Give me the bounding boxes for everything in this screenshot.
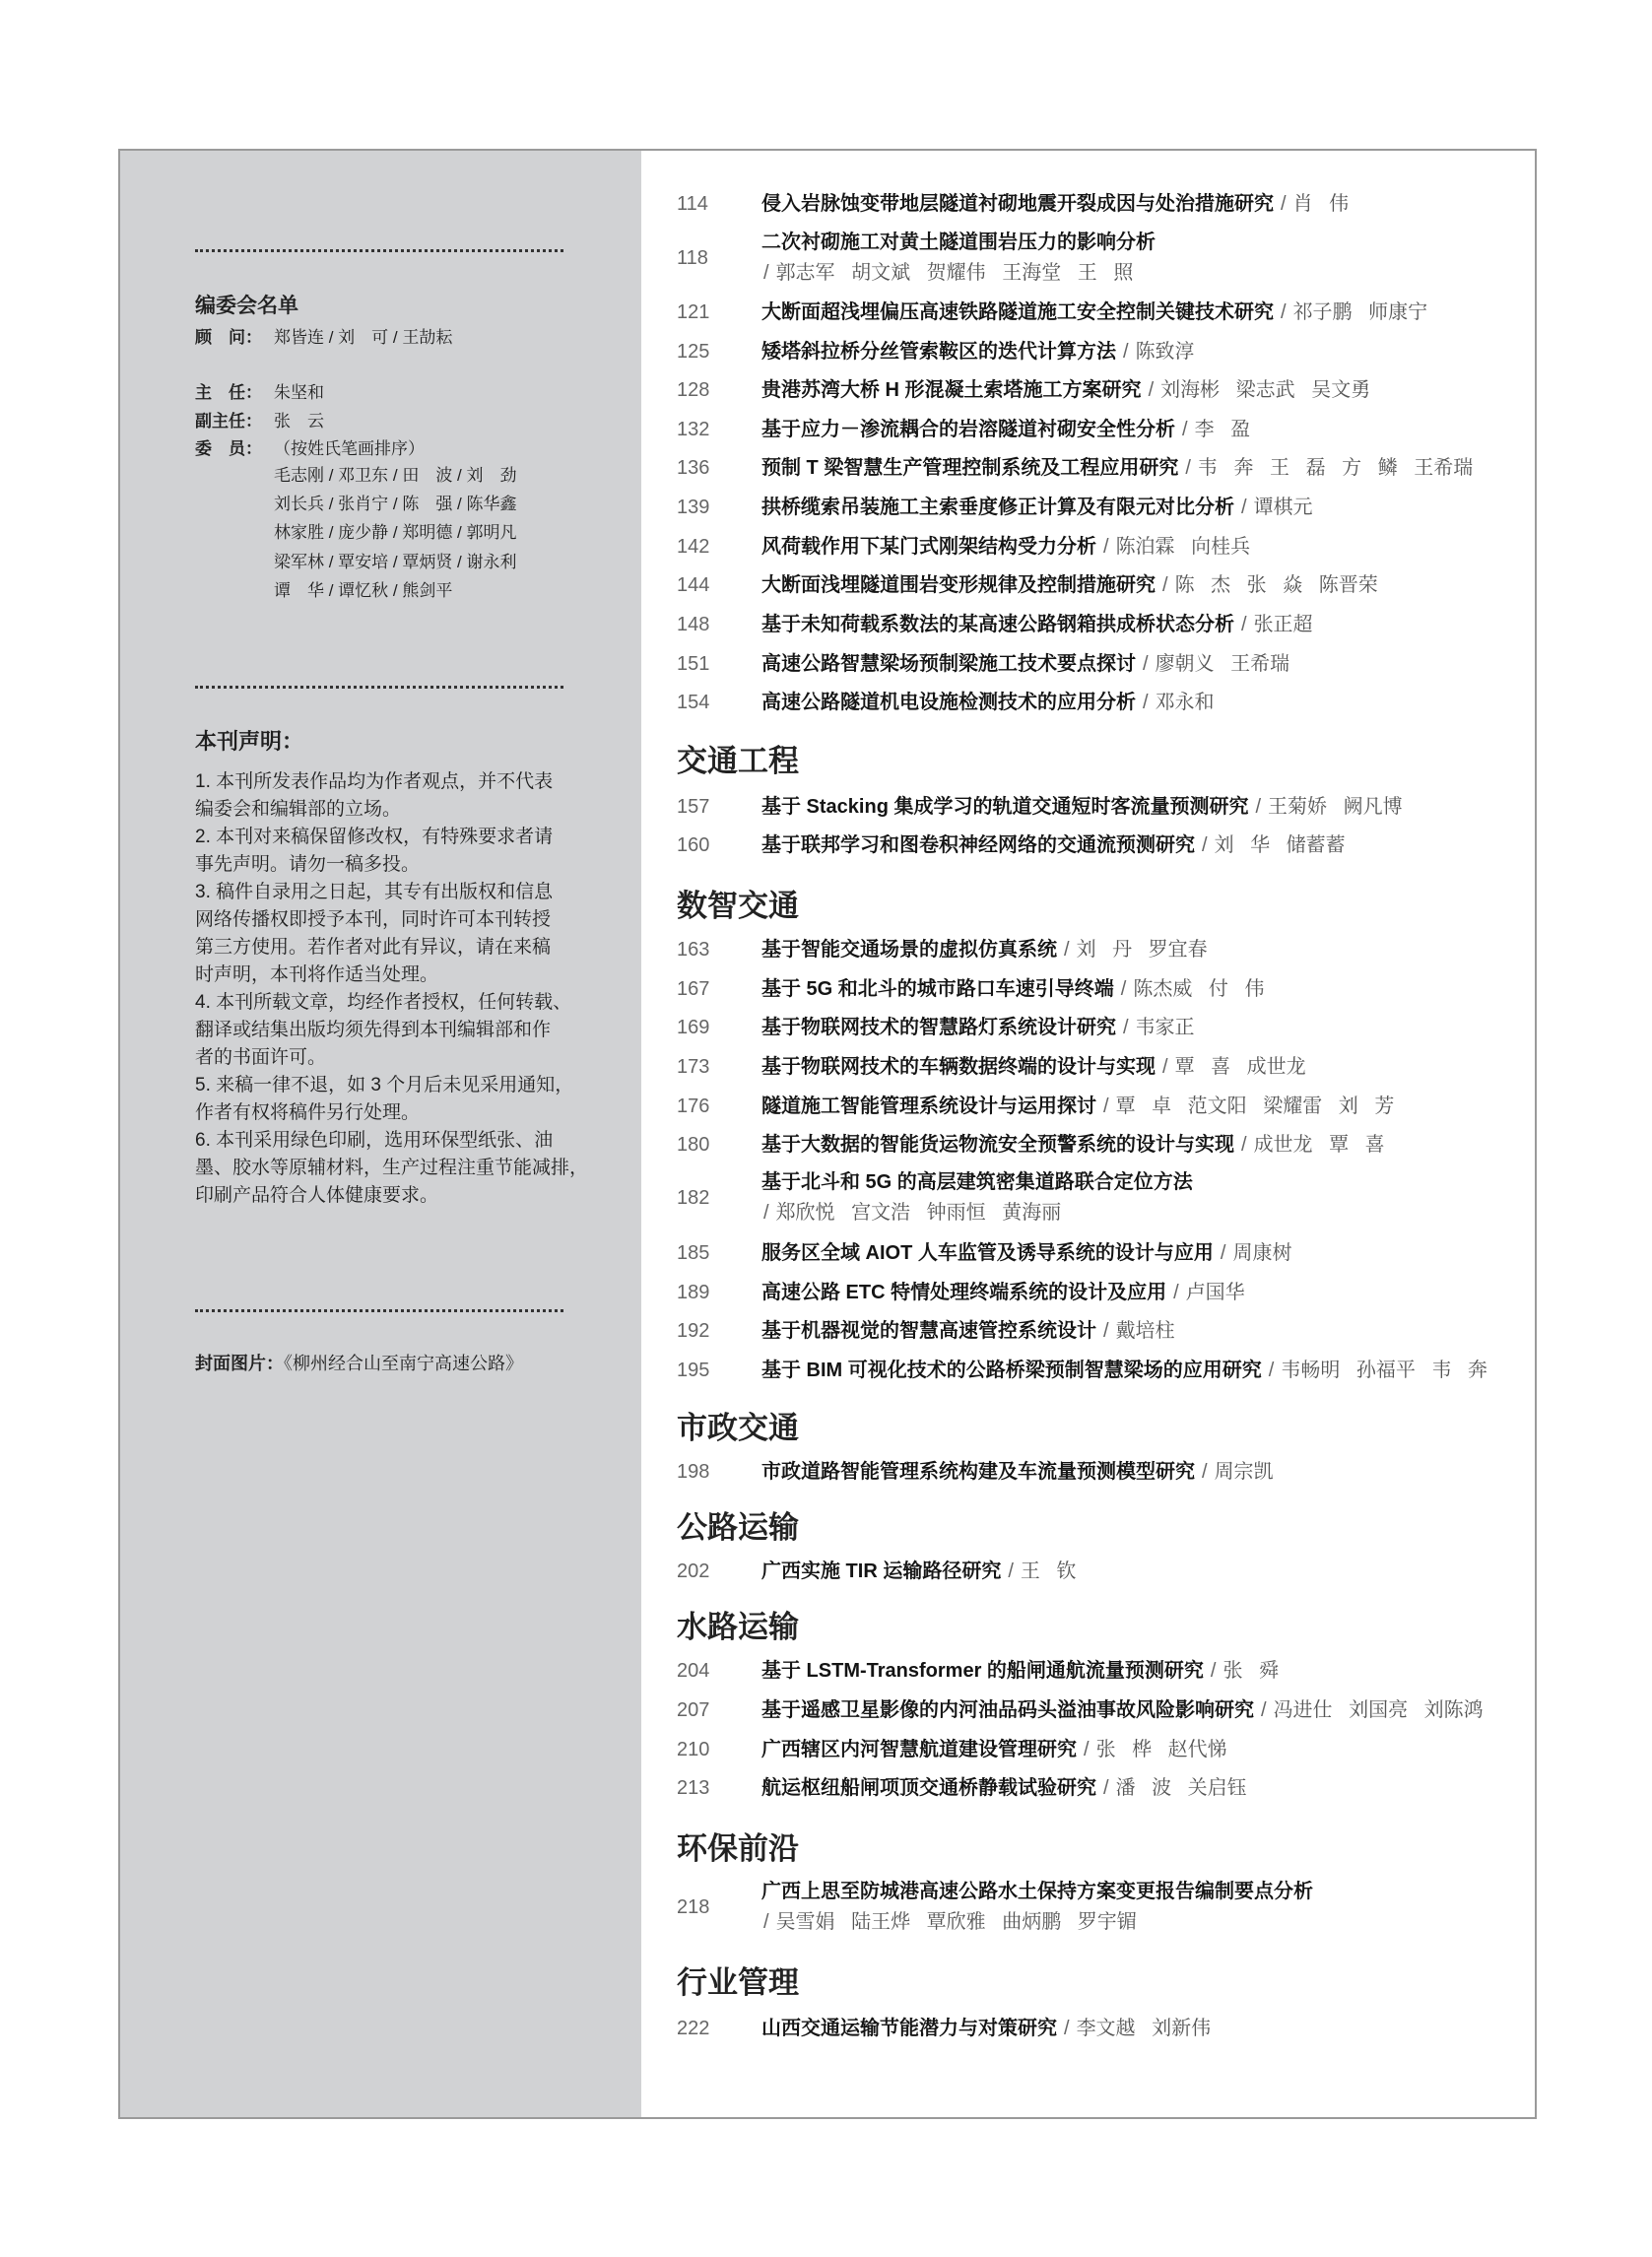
- separator: /: [1143, 692, 1149, 713]
- article-authors: 韦家正: [1135, 1017, 1195, 1038]
- statement-line: 编委会和编辑部的立场。: [195, 799, 402, 820]
- article-authors: 卢国华: [1185, 1282, 1245, 1303]
- members-line: [195, 436, 425, 462]
- article-authors: 成世龙 覃 喜: [1253, 1134, 1385, 1156]
- toc-entry: [677, 299, 1427, 326]
- statement-line: 作者有权将稿件另行处理。: [195, 1102, 421, 1123]
- toc-entry: [677, 1279, 1245, 1306]
- article-title: 风荷载作用下某门式刚架结构受力分析: [761, 536, 1096, 558]
- separator: /: [1103, 1777, 1109, 1799]
- statement-line: 6. 本刊采用绿色印刷，选用环保型纸张、油: [195, 1130, 554, 1151]
- deputy-value: 张 云: [274, 412, 324, 431]
- article-authors: 廖朝义 王希瑞: [1155, 653, 1290, 675]
- toc-entry: [677, 1558, 1076, 1585]
- title-line: [761, 228, 1156, 258]
- page-number: 222: [677, 2018, 710, 2039]
- separator: /: [1084, 1739, 1090, 1760]
- section-heading: 交通工程: [677, 744, 799, 778]
- separator: /: [1268, 1360, 1275, 1381]
- statement-body: [195, 768, 588, 1210]
- toc-entry: [677, 376, 1370, 404]
- section-heading: 行业管理: [677, 1965, 799, 2000]
- page-number: 213: [677, 1777, 710, 1799]
- separator: /: [1008, 1560, 1014, 1582]
- article-title: 基于 LSTM-Transformer 的船闸通航流量预测研究: [761, 1660, 1204, 1682]
- page-number: 210: [677, 1739, 710, 1760]
- statement-line: 者的书面许可。: [195, 1047, 327, 1068]
- article-title: 基于联邦学习和图卷积神经网络的交通流预测研究: [761, 834, 1195, 856]
- article-title: 基于智能交通场景的虚拟仿真系统: [761, 939, 1057, 961]
- page-number: 157: [677, 796, 710, 818]
- statement-line: 网络传播权即授予本刊，同时许可本刊转授: [195, 909, 552, 930]
- page-number: 198: [677, 1461, 710, 1483]
- article-authors: 刘海彬 梁志武 吴文勇: [1160, 379, 1371, 401]
- separator: /: [1261, 1699, 1267, 1721]
- toc-entry: [677, 1014, 1195, 1041]
- deputy-label: 副主任：: [195, 412, 262, 431]
- article-title: 服务区全域 AIOT 人车监管及诱导系统的设计与应用: [761, 1242, 1214, 1264]
- page-number: 125: [677, 341, 710, 363]
- authors-line: [761, 258, 1133, 289]
- toc-entry: [677, 1093, 1394, 1120]
- page-number: 160: [677, 834, 710, 856]
- page-number: 118: [677, 247, 708, 269]
- article-title: 基于未知荷载系数法的某高速公路钢箱拱成桥状态分析: [761, 614, 1234, 635]
- statement-heading: 本刊声明：: [195, 729, 304, 754]
- toc-entry: [677, 190, 1349, 218]
- article-title: 基于机器视觉的智慧高速管控系统设计: [761, 1320, 1096, 1342]
- separator: /: [1241, 614, 1247, 635]
- article-authors: 韦 奔 王 磊 方 鳞 王希瑞: [1197, 457, 1474, 479]
- article-title: 广西辖区内河智慧航道建设管理研究: [761, 1739, 1077, 1760]
- separator: /: [763, 1911, 769, 1933]
- dotted-divider: [195, 686, 563, 689]
- separator: /: [1103, 1095, 1109, 1117]
- article-authors: 张 舜: [1222, 1660, 1280, 1682]
- article-authors: 戴培柱: [1115, 1320, 1175, 1342]
- article-title: 大断面浅埋隧道围岩变形规律及控制措施研究: [761, 574, 1156, 596]
- separator: /: [1148, 379, 1155, 401]
- section-heading: 环保前沿: [677, 1831, 799, 1866]
- page-number: 180: [677, 1134, 710, 1156]
- page-number: 167: [677, 978, 710, 1000]
- page-number: 142: [677, 536, 710, 558]
- article-title: 大断面超浅埋偏压高速铁路隧道施工安全控制关键技术研究: [761, 301, 1274, 323]
- article-title: 基于 5G 和北斗的城市路口车速引导终端: [761, 978, 1114, 1000]
- article-authors: 覃 卓 范文阳 梁耀雷 刘 芳: [1115, 1095, 1395, 1117]
- toc-entry: [677, 1736, 1227, 1763]
- article-title: 基于 Stacking 集成学习的轨道交通短时客流量预测研究: [761, 796, 1249, 818]
- toc-entry: [677, 611, 1313, 638]
- page-number: 189: [677, 1282, 710, 1303]
- page-number: 207: [677, 1699, 710, 1721]
- statement-line: 时声明，本刊将作适当处理。: [195, 964, 439, 985]
- separator: /: [1103, 1320, 1109, 1342]
- article-authors: 郑欣悦 宫文浩 钟雨恒 黄海丽: [775, 1202, 1062, 1224]
- statement-line: 3. 稿件自录用之日起，其专有出版权和信息: [195, 882, 554, 902]
- separator: /: [1173, 1282, 1179, 1303]
- toc-entry: [677, 1458, 1274, 1486]
- article-authors: 潘 波 关启钰: [1115, 1777, 1247, 1799]
- toc-entry: [677, 831, 1346, 859]
- statement-line: 5. 来稿一律不退，如 3 个月后未见采用通知，: [195, 1075, 574, 1095]
- statement-line: 墨、胶水等原辅材料，生产过程注重节能减排，: [195, 1158, 589, 1178]
- article-authors: 冯进仕 刘国亮 刘陈鸿: [1273, 1699, 1484, 1721]
- statement-line: 1. 本刊所发表作品均为作者观点，并不代表: [195, 771, 554, 792]
- title-line: [761, 1167, 1193, 1198]
- toc-entry: [677, 1239, 1291, 1267]
- article-title: 拱桥缆索吊装施工主索垂度修正计算及有限元对比分析: [761, 497, 1234, 518]
- article-title: 广西上思至防城港高速公路水土保持方案变更报告编制要点分析: [761, 1881, 1313, 1902]
- article-authors: 陈杰威 付 伟: [1133, 978, 1265, 1000]
- article-title: 预制 T 梁智慧生产管理控制系统及工程应用研究: [761, 457, 1179, 479]
- separator: /: [1120, 978, 1127, 1000]
- director-line: [195, 380, 324, 406]
- article-authors: 韦畅明 孙福平 韦 奔: [1281, 1360, 1488, 1381]
- page-number: 132: [677, 419, 710, 440]
- article-title: 高速公路智慧梁场预制梁施工技术要点探讨: [761, 653, 1136, 675]
- article-authors: 李文越 刘新伟: [1076, 2018, 1212, 2039]
- page-number: 144: [677, 574, 710, 596]
- article-authors: 周康树: [1232, 1242, 1292, 1264]
- cover-caption: [195, 1351, 523, 1376]
- toc-entry: [677, 338, 1195, 365]
- statement-line: 印刷产品符合人体健康要求。: [195, 1185, 439, 1206]
- separator: /: [763, 262, 769, 284]
- article-authors: 刘 华 储蓄蓄: [1214, 834, 1346, 856]
- advisors-label: 顾 问：: [195, 328, 262, 347]
- page-number: 182: [677, 1187, 710, 1209]
- article-title: 高速公路隧道机电设施检测技术的应用分析: [761, 692, 1136, 713]
- statement-line: 事先声明。请勿一稿多投。: [195, 854, 421, 875]
- article-title: 基于物联网技术的智慧路灯系统设计研究: [761, 1017, 1116, 1038]
- section-heading: 水路运输: [677, 1610, 799, 1644]
- separator: /: [1255, 796, 1262, 818]
- page-number: 192: [677, 1320, 710, 1342]
- page-number: 176: [677, 1095, 710, 1117]
- toc-entry: [677, 1877, 1524, 1938]
- separator: /: [1162, 574, 1168, 596]
- page-number: 151: [677, 653, 710, 675]
- article-authors: 周宗凯: [1214, 1461, 1274, 1483]
- separator: /: [1162, 1056, 1168, 1078]
- toc-entry: [677, 1657, 1279, 1685]
- section-heading: 市政交通: [677, 1411, 799, 1445]
- page-number: 121: [677, 301, 710, 323]
- page-number: 128: [677, 379, 710, 401]
- advisors-line: [195, 325, 452, 351]
- board-heading: 编委会名单: [195, 295, 298, 317]
- separator: /: [1241, 497, 1247, 518]
- page-number: 163: [677, 939, 710, 961]
- page-number: 154: [677, 692, 710, 713]
- article-authors: 刘 丹 罗宜春: [1076, 939, 1208, 961]
- separator: /: [1185, 457, 1191, 479]
- members-row: 刘长兵 / 张肖宁 / 陈 强 / 陈华鑫: [274, 495, 517, 513]
- article-title: 基于北斗和 5G 的高层建筑密集道路联合定位方法: [761, 1171, 1193, 1193]
- members-row: 毛志刚 / 邓卫东 / 田 波 / 刘 劲: [274, 466, 517, 485]
- separator: /: [1281, 193, 1287, 215]
- page-number: 195: [677, 1360, 710, 1381]
- article-title: 高速公路 ETC 特情处理终端系统的设计及应用: [761, 1282, 1167, 1303]
- section-heading: 公路运输: [677, 1510, 799, 1545]
- separator: /: [1182, 419, 1188, 440]
- article-authors: 李 盈: [1194, 419, 1251, 440]
- page-number: 185: [677, 1242, 710, 1264]
- toc-entry: [677, 228, 1524, 289]
- dotted-divider: [195, 249, 563, 252]
- article-title: 基于物联网技术的车辆数据终端的设计与实现: [761, 1056, 1156, 1078]
- section-heading: 数智交通: [677, 889, 799, 923]
- page-number: 218: [677, 1896, 710, 1918]
- members-row: 谭 华 / 谭忆秋 / 熊剑平: [274, 581, 453, 600]
- separator: /: [1241, 1134, 1247, 1156]
- page-number: 148: [677, 614, 710, 635]
- director-value: 朱坚和: [274, 383, 324, 402]
- toc-entry: [677, 494, 1313, 521]
- article-title: 贵港苏湾大桥 H 形混凝土索塔施工方案研究: [761, 379, 1142, 401]
- article-authors: 吴雪娟 陆王烨 覃欣雅 曲炳鹏 罗宇镅: [775, 1911, 1137, 1933]
- article-authors: 祁子鹏 师康宁: [1292, 301, 1428, 323]
- article-title: 基于大数据的智能货运物流安全预警系统的设计与实现: [761, 1134, 1234, 1156]
- separator: /: [1210, 1660, 1217, 1682]
- article-title: 基于应力－渗流耦合的岩溶隧道衬砌安全性分析: [761, 419, 1175, 440]
- toc-entry: [677, 454, 1473, 482]
- page-number: 136: [677, 457, 710, 479]
- members-note: （按姓氏笔画排序）: [274, 439, 425, 458]
- toc-entry: [677, 571, 1378, 599]
- article-title: 矮塔斜拉桥分丝管索鞍区的迭代计算方法: [761, 341, 1116, 363]
- article-authors: 张 桦 赵代悌: [1095, 1739, 1227, 1760]
- article-title: 侵入岩脉蚀变带地层隧道衬砌地震开裂成因与处治措施研究: [761, 193, 1274, 215]
- article-title: 基于 BIM 可视化技术的公路桥梁预制智慧梁场的应用研究: [761, 1360, 1262, 1381]
- toc-entry: [677, 1131, 1385, 1159]
- cover-value: 《柳州经合山至南宁高速公路》: [284, 1354, 523, 1373]
- page-number: 204: [677, 1660, 710, 1682]
- toc-entry: [677, 1696, 1484, 1724]
- director-label: 主 任：: [195, 383, 262, 402]
- page-number: 169: [677, 1017, 710, 1038]
- separator: /: [1123, 1017, 1129, 1038]
- statement-line: 2. 本刊对来稿保留修改权，有特殊要求者请: [195, 827, 554, 847]
- article-authors: 郭志军 胡文斌 贺耀伟 王海堂 王 照: [775, 262, 1134, 284]
- authors-line: [761, 1907, 1137, 1938]
- page-number: 173: [677, 1056, 710, 1078]
- separator: /: [763, 1202, 769, 1224]
- members-row: 梁军林 / 覃安培 / 覃炳贤 / 谢永利: [274, 553, 517, 571]
- authors-line: [761, 1198, 1061, 1228]
- article-title: 航运枢纽船闸项顶交通桥静载试验研究: [761, 1777, 1096, 1799]
- separator: /: [1143, 653, 1149, 675]
- article-authors: 陈泊霖 向桂兵: [1115, 536, 1251, 558]
- advisors-value: 郑皆连 / 刘 可 / 王劼耘: [274, 328, 453, 347]
- members-label: 委 员：: [195, 439, 262, 458]
- toc-entry: [677, 1167, 1524, 1228]
- cover-label: 封面图片：: [195, 1354, 284, 1373]
- toc-entry: [677, 936, 1208, 963]
- toc-entry: [677, 650, 1289, 678]
- separator: /: [1123, 341, 1129, 363]
- toc-entry: [677, 975, 1264, 1003]
- article-title: 基于遥感卫星影像的内河油品码头溢油事故风险影响研究: [761, 1699, 1254, 1721]
- article-authors: 陈 杰 张 焱 陈晋荣: [1174, 574, 1378, 596]
- toc-entry: [677, 1053, 1306, 1081]
- article-authors: 王 钦: [1020, 1560, 1077, 1582]
- page-number: 139: [677, 497, 710, 518]
- statement-line: 翻译或结集出版均须先得到本刊编辑部和作: [195, 1020, 552, 1040]
- separator: /: [1220, 1242, 1226, 1264]
- page-number: 202: [677, 1560, 710, 1582]
- article-authors: 张正超: [1253, 614, 1313, 635]
- article-authors: 陈致淳: [1135, 341, 1195, 363]
- article-title: 隧道施工智能管理系统设计与运用探讨: [761, 1095, 1096, 1117]
- separator: /: [1103, 536, 1109, 558]
- separator: /: [1064, 939, 1070, 961]
- article-authors: 肖 伟: [1292, 193, 1350, 215]
- toc-entry: [677, 793, 1403, 821]
- toc-entry: [677, 1357, 1487, 1384]
- toc-entry: [677, 1317, 1175, 1345]
- article-authors: 邓永和: [1155, 692, 1215, 713]
- article-authors: 王菊娇 阙凡博: [1268, 796, 1403, 818]
- dotted-divider: [195, 1309, 563, 1312]
- separator: /: [1281, 301, 1287, 323]
- separator: /: [1202, 834, 1208, 856]
- toc-entry: [677, 2015, 1211, 2042]
- article-title: 二次衬砌施工对黄土隧道围岩压力的影响分析: [761, 232, 1156, 253]
- article-authors: 覃 喜 成世龙: [1174, 1056, 1306, 1078]
- members-row: 林家胜 / 庞少静 / 郑明德 / 郭明凡: [274, 523, 517, 542]
- toc-entry: [677, 689, 1215, 716]
- article-authors: 谭棋元: [1253, 497, 1313, 518]
- toc-entry: [677, 1774, 1247, 1802]
- page-number: 114: [677, 193, 708, 215]
- toc-entry: [677, 533, 1250, 561]
- separator: /: [1202, 1461, 1208, 1483]
- statement-line: 4. 本刊所载文章，均经作者授权，任何转载、: [195, 992, 572, 1013]
- deputy-line: [195, 409, 324, 434]
- statement-line: 第三方使用。若作者对此有异议，请在来稿: [195, 937, 552, 958]
- toc-entry: [677, 416, 1250, 443]
- title-line: [761, 1877, 1313, 1907]
- article-title: 山西交通运输节能潜力与对策研究: [761, 2018, 1057, 2039]
- separator: /: [1064, 2018, 1070, 2039]
- article-title: 广西实施 TIR 运输路径研究: [761, 1560, 1002, 1582]
- article-title: 市政道路智能管理系统构建及车流量预测模型研究: [761, 1461, 1195, 1483]
